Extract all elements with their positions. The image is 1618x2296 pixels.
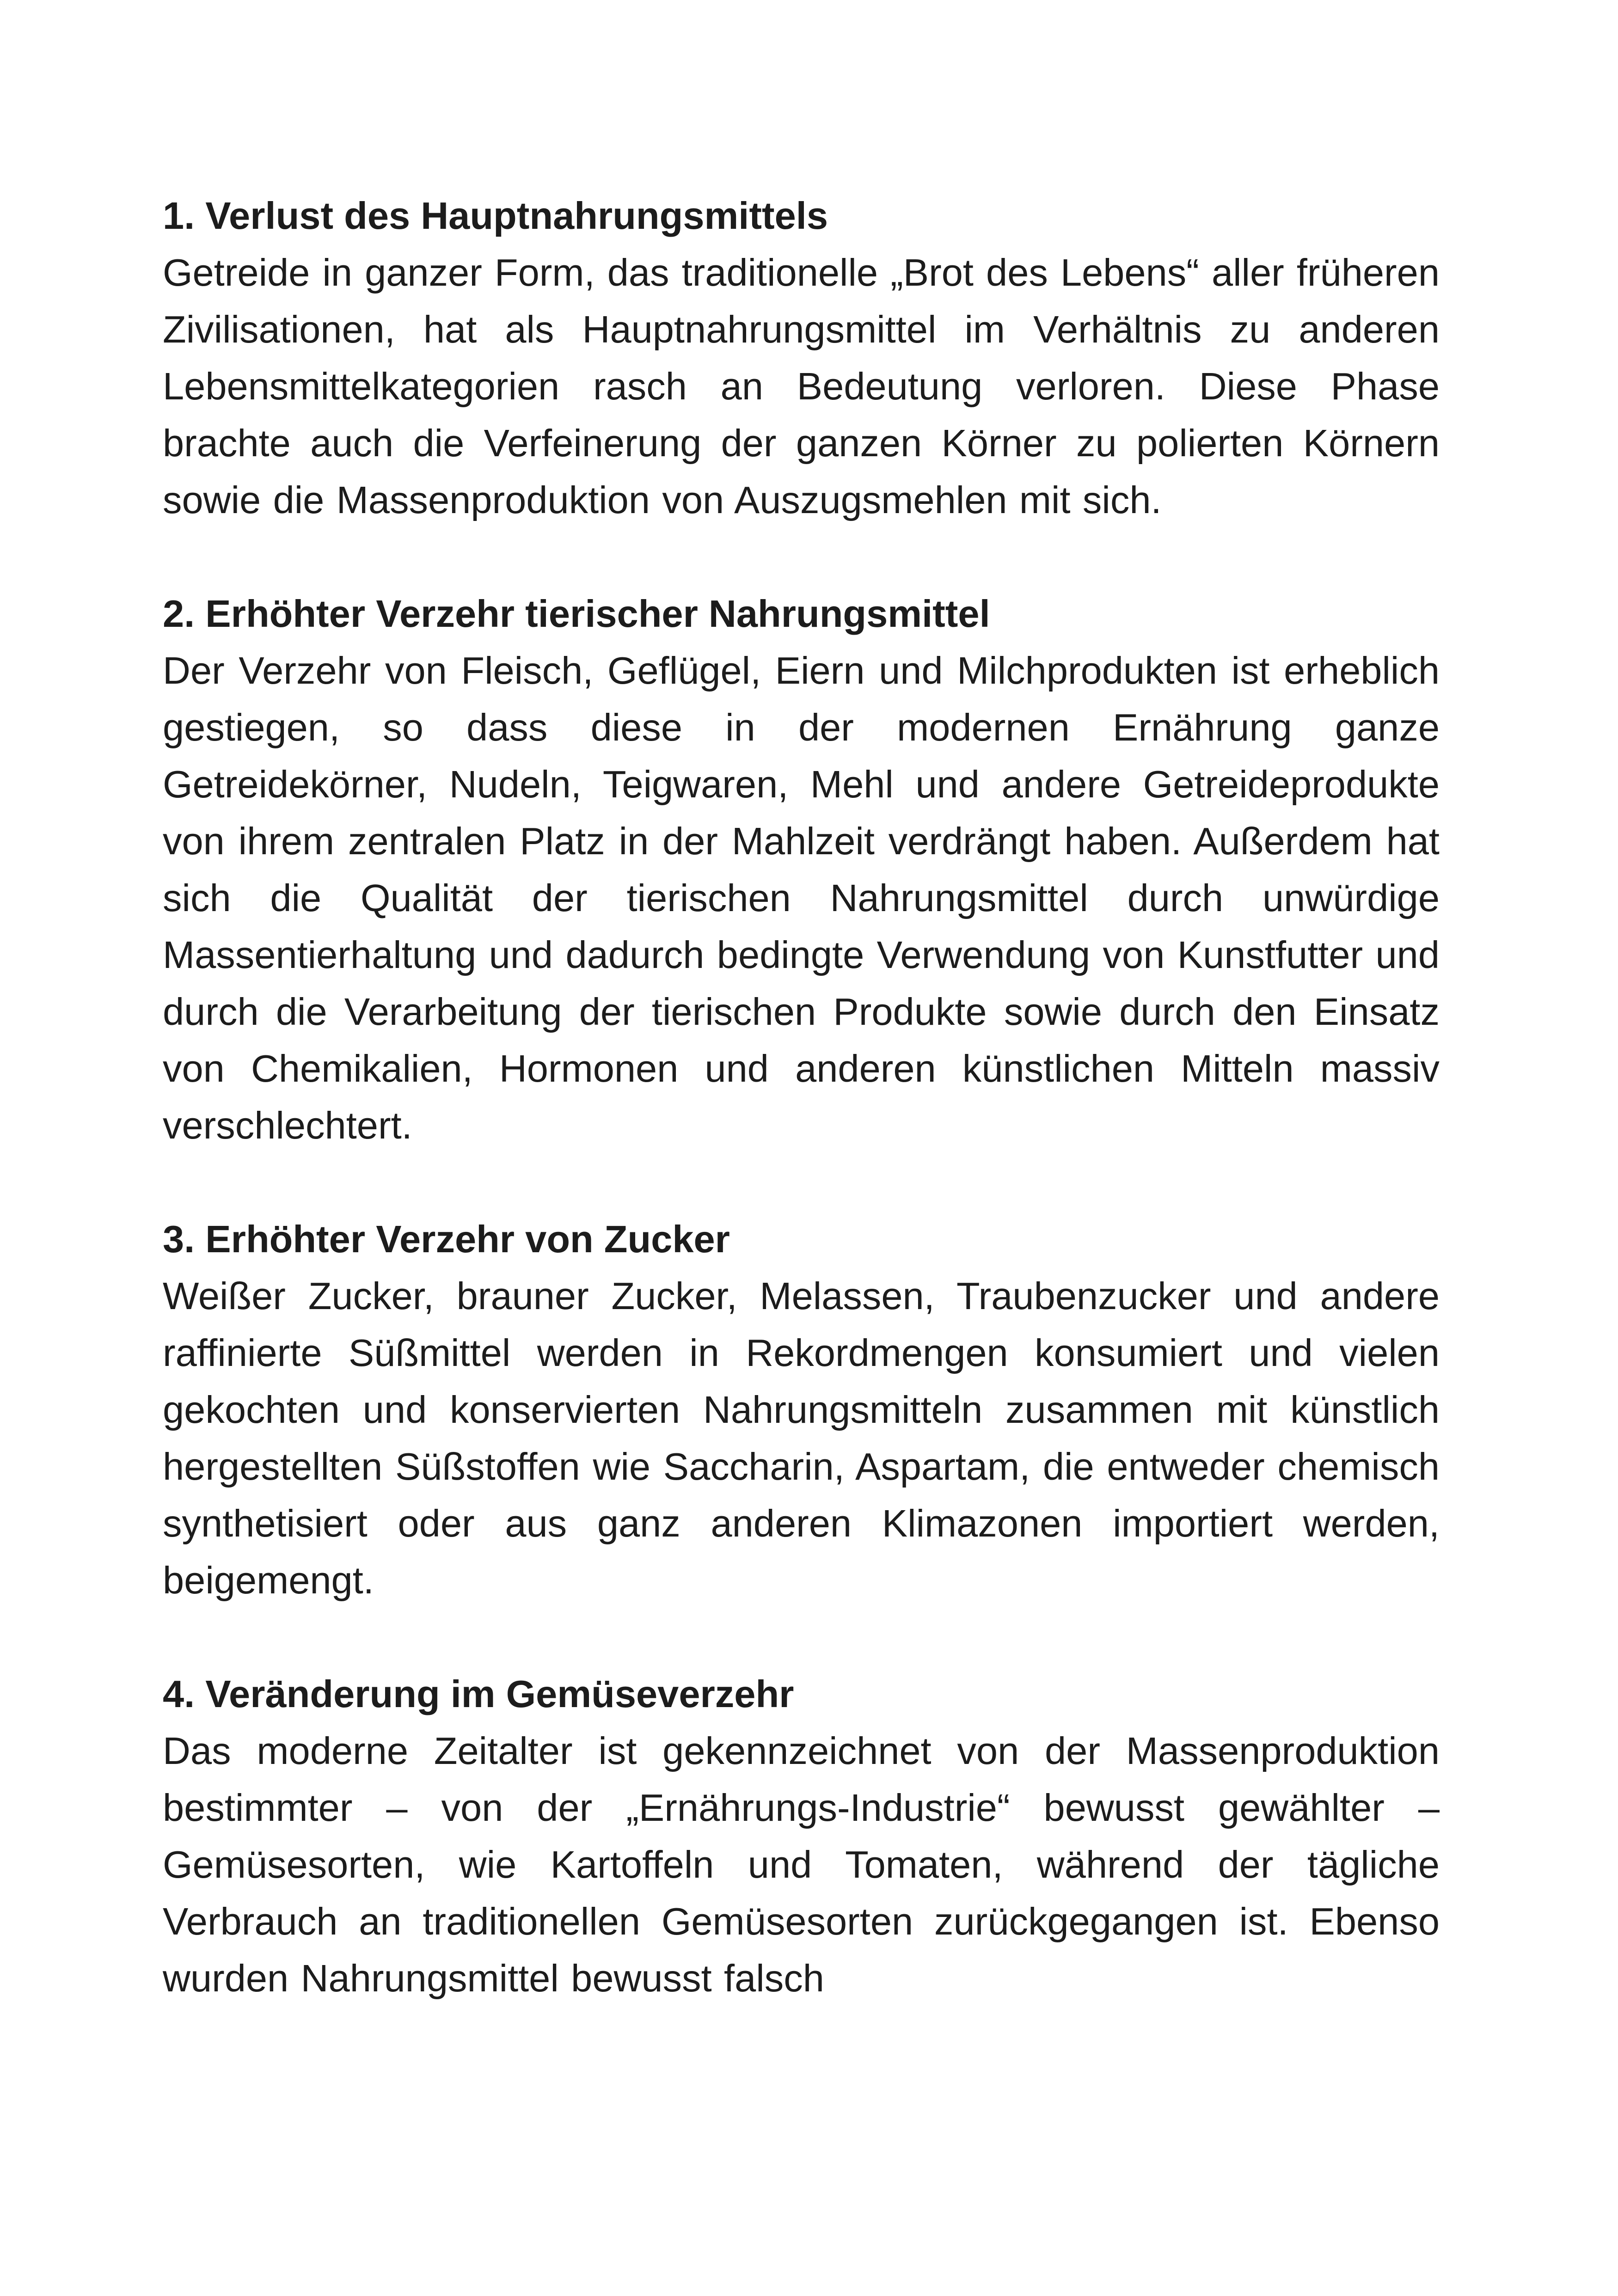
section-heading: 2. Erhöhter Verzehr tierischer Nahrungsmittel bbox=[163, 592, 990, 635]
section-heading: 1. Verlust des Hauptnahrungsmittels bbox=[163, 194, 828, 237]
section-paragraph: Der Verzehr von Fleisch, Geflügel, Eiern und Milchprodukten ist erheblich gestiegen, so dass diese in der modernen Ernährung ganze Getreidekörner, Nudeln, Teigwaren, Mehl und andere Getreideprodukte von ihrem zentralen Platz in der Mahlzeit verdrängt haben. Außerdem hat sich die Qualität der tierischen Nahrungsmittel durch unwürdige Massentierhaltung und dadurch bedingte Verwendung von Kunstfutter und durch die Verarbeitung der tierischen Produkte sowie durch den Einsatz von Chemikalien, Hormonen und anderen künstlichen Mitteln massiv verschlechtert. bbox=[163, 649, 1440, 1147]
section-paragraph: Weißer Zucker, brauner Zucker, Melassen, Traubenzucker und andere raffinierte Süßmittel werden in Rekordmengen konsumiert und vielen gekochten und konservierten Nahrungsmitteln zusammen mit künstlich hergestellten Süßstoffen wie Saccharin, Aspartam, die entweder chemisch synthetisiert oder aus ganz anderen Klimazonen importiert werden, beigemengt. bbox=[163, 1274, 1440, 1602]
section-4 bbox=[163, 1665, 1440, 2007]
document-content bbox=[163, 187, 1440, 2007]
section-1 bbox=[163, 187, 1440, 528]
section-2 bbox=[163, 585, 1440, 1154]
section-heading: 4. Veränderung im Gemüseverzehr bbox=[163, 1672, 794, 1715]
section-heading: 3. Erhöhter Verzehr von Zucker bbox=[163, 1218, 730, 1261]
section-paragraph: Getreide in ganzer Form, das traditionelle „Brot des Lebens“ aller früheren Zivilisationen, hat als Hauptnahrungsmittel im Verhältnis zu anderen Lebensmittelkategorien rasch an Bedeutung verloren. Diese Phase brachte auch die Verfeinerung der ganzen Körner zu polierten Körnern sowie die Massenproduktion von Auszugsmehlen mit sich. bbox=[163, 251, 1440, 521]
section-paragraph: Das moderne Zeitalter ist gekennzeichnet von der Massenproduktion bestimmter – von der „Ernährungs-Industrie“ bewusst gewählter – Gemüsesorten, wie Kartoffeln und Tomaten, während der tägliche Verbrauch an traditionellen Gemüsesorten zurückgegangen ist. Ebenso wurden Nahrungsmittel bewusst falsch bbox=[163, 1729, 1440, 2000]
section-3 bbox=[163, 1211, 1440, 1609]
